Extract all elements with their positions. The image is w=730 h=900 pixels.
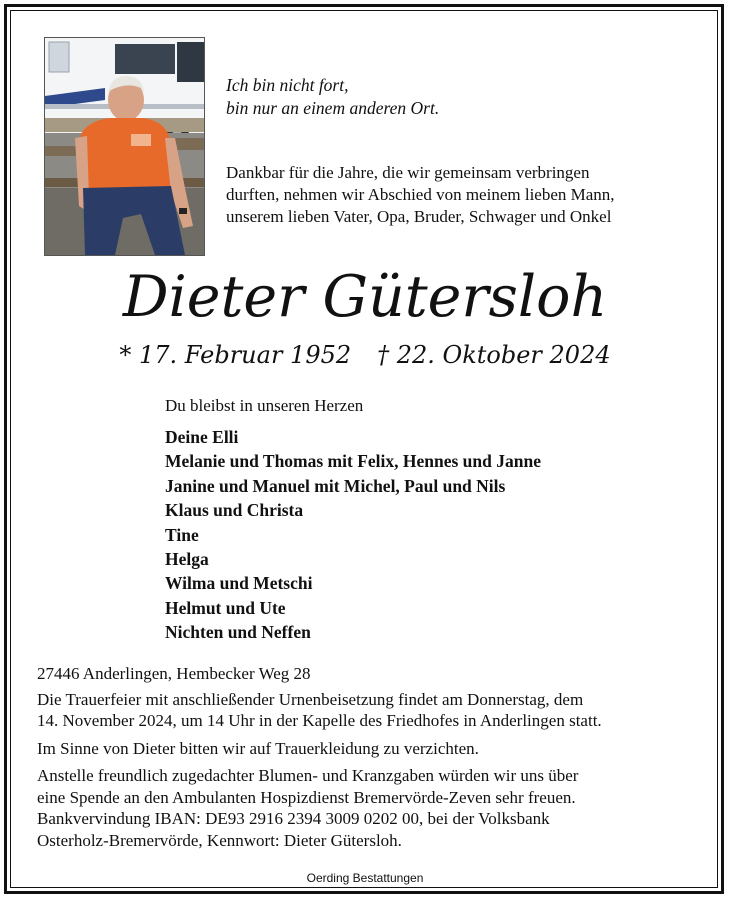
funeral-home: Oerding Bestattungen	[306, 871, 424, 885]
funeral-info	[37, 689, 707, 732]
intro-line: unserem lieben Vater, Opa, Bruder, Schwager und Onkel	[226, 207, 612, 226]
donation-line: eine Spende an den Ambulanten Hospizdienst Bremervörde-Zeven sehr freuen.	[37, 787, 576, 807]
intro-line: durften, nehmen wir Abschied von meinem lieben Mann,	[226, 185, 615, 204]
mourner-entry: Helmut und Ute	[165, 597, 286, 618]
mourner-entry: Janine und Manuel mit Michel, Paul und Nils	[165, 475, 506, 496]
mourner-entry: Deine Elli	[165, 427, 239, 447]
funeral-line: Die Trauerfeier mit anschließender Urnenbeisetzung findet am Donnerstag, dem	[37, 689, 584, 709]
donation-line: Bankvervindung IBAN: DE93 2916 2394 3009 0202 00, bei der Volksbank	[37, 809, 550, 828]
deceased-name: Dieter Gütersloh	[122, 264, 608, 330]
notice-body	[37, 663, 707, 857]
intro-text	[226, 162, 696, 228]
mourner-entry: Helga	[165, 549, 209, 570]
quote-line: bin nur an einem anderen Ort.	[226, 98, 440, 118]
address: 27446 Anderlingen, Hembecker Weg 28	[37, 664, 311, 683]
mourner-entry: Melanie und Thomas mit Felix, Hennes und Janne	[165, 451, 541, 472]
birth-date: * 17. Februar 1952	[119, 341, 352, 369]
life-dates	[0, 337, 730, 373]
funeral-line: 14. November 2024, um 14 Uhr in der Kapelle des Friedhofes in Anderlingen statt.	[37, 711, 602, 730]
donation-line: Osterholz-Bremervörde, Kennwort: Dieter Gütersloh.	[37, 830, 402, 850]
death-date: † 22. Oktober 2024	[377, 341, 611, 369]
mourner-entry: Wilma und Metschi	[165, 573, 313, 594]
quote	[226, 74, 439, 120]
mourner-entry: Klaus und Christa	[165, 500, 304, 521]
mourners-list	[165, 425, 541, 645]
heart-line: Du bleibst in unseren Herzen	[165, 396, 364, 415]
mourner-entry: Tine	[165, 524, 199, 545]
donation-line: Anstelle freundlich zugedachter Blumen- und Kranzgaben würden wir uns über	[37, 766, 579, 785]
clothing-note: Im Sinne von Dieter bitten wir auf Trauerkleidung zu verzichten.	[37, 738, 479, 758]
quote-line: Ich bin nicht fort,	[226, 75, 349, 95]
donation-info	[37, 765, 707, 851]
portrait-photo	[44, 37, 205, 256]
intro-line: Dankbar für die Jahre, die wir gemeinsam verbringen	[226, 163, 590, 182]
mourner-entry: Nichten und Neffen	[165, 622, 311, 643]
